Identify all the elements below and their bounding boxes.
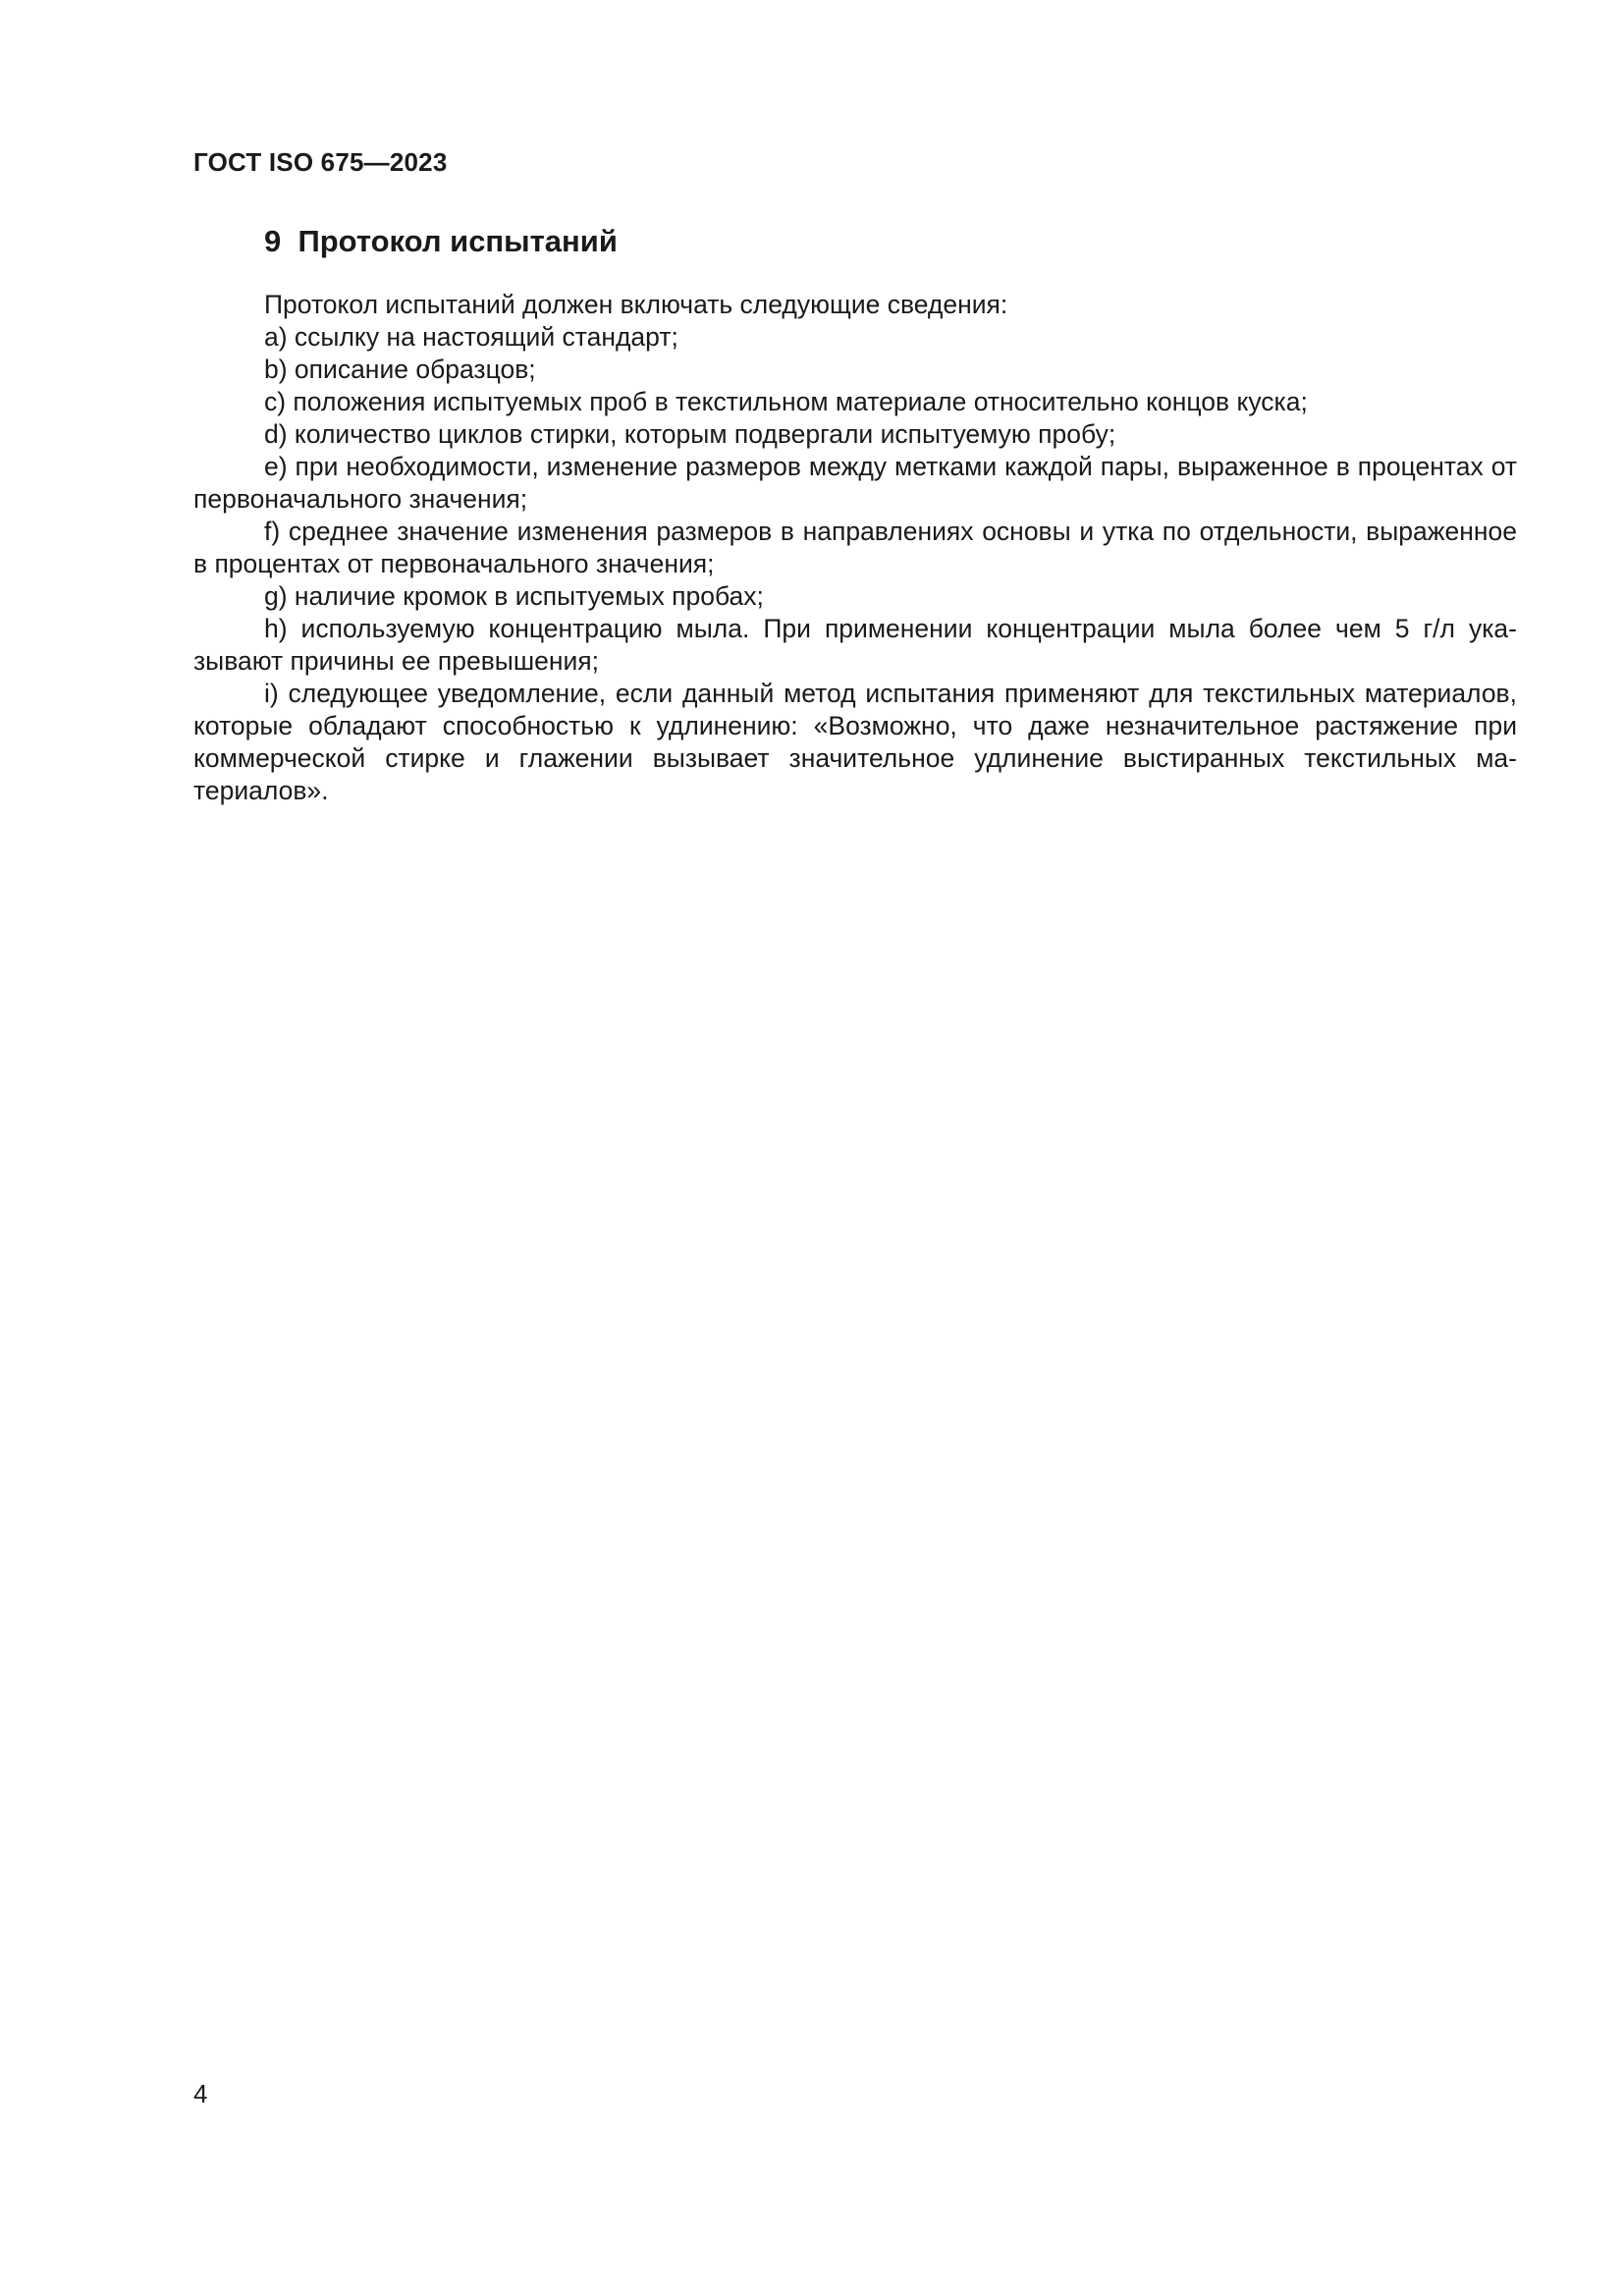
section-body — [193, 289, 1517, 807]
section-title: 9 Протокол испытаний — [264, 224, 618, 258]
list-item: a) ссылку на настоящий стандарт; — [264, 322, 678, 352]
list-item: i) следующее уведомление, если данный метод испытания применяют для текстильных материалов, которые обладают способностью к удлинению: «Возможно, что даже незначительное растяжение при коммерческой стирке и глажении вызывает значительное удлинение выстиранных текстильных материалов». — [193, 679, 1517, 805]
list-item: e) при необходимости, изменение размеров между метками каждой пары, выраженное в процентах от первоначального значения; — [193, 452, 1517, 514]
list-item: g) наличие кромок в испытуемых пробах; — [264, 581, 764, 611]
page-number: 4 — [193, 2079, 208, 2108]
list-item: f) среднее значение изменения размеров в направлениях основы и утка по отдельности, выраженное в процентах от первоначального значения; — [193, 517, 1517, 578]
list-item: d) количество циклов стирки, которым подвергали испытуемую пробу; — [264, 419, 1116, 449]
list-item: c) положения испытуемых проб в текстильном материале относительно концов куска; — [264, 387, 1308, 416]
document-code: ГОСТ ISO 675—2023 — [193, 147, 448, 177]
list-item: b) описание образцов; — [264, 355, 536, 384]
list-item: h) используемую концентрацию мыла. При применении концентрации мыла более чем 5 г/л указывают причины ее превышения; — [193, 614, 1517, 676]
intro-paragraph: Протокол испытаний должен включать следующие сведения: — [264, 290, 1008, 319]
